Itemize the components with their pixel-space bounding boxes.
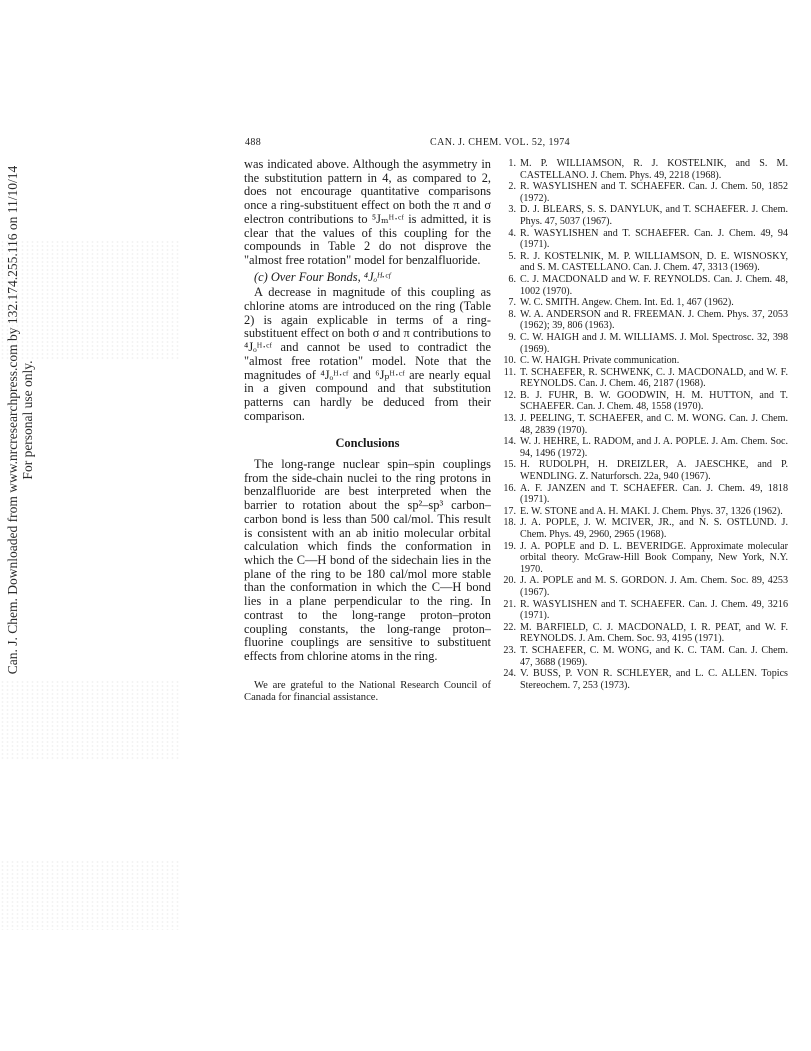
reference-item <box>498 436 788 459</box>
reference-text: D. J. BLEARS, S. S. DANYLUK, and T. SCHAEFER. J. Chem. Phys. 47, 5037 (1967). <box>520 204 788 227</box>
reference-text: B. J. FUHR, B. W. GOODWIN, H. M. HUTTON, and T. SCHAEFER. Can. J. Chem. 48, 1558 (1970). <box>520 389 788 413</box>
reference-text: W. A. ANDERSON and R. FREEMAN. J. Chem. Phys. 37, 2053 (1962); 39, 806 (1963). <box>520 308 788 332</box>
reference-text: A. F. JANZEN and T. SCHAEFER. Can. J. Chem. 49, 1818 (1971). <box>520 482 788 506</box>
reference-number: 10. <box>503 355 516 367</box>
reference-item <box>498 599 788 622</box>
reference-number: 24. <box>503 668 516 680</box>
reference-text: W. J. HEHRE, L. RADOM, and J. A. POPLE. J. Am. Chem. Soc. 94, 1496 (1972). <box>520 436 788 459</box>
reference-item <box>498 517 788 540</box>
reference-number: 12. <box>503 389 516 401</box>
reference-item <box>498 575 788 598</box>
reference-text: R. WASYLISHEN and T. SCHAEFER. Can. J. Chem. 49, 3216 (1971). <box>520 598 788 622</box>
reference-item <box>498 459 788 482</box>
reference-number: 23. <box>503 644 516 656</box>
reference-item <box>498 332 788 355</box>
reference-text: W. C. SMITH. Angew. Chem. Int. Ed. 1, 467 (1962). <box>520 297 734 309</box>
reference-number: 6. <box>508 273 516 285</box>
reference-item <box>498 413 788 436</box>
reference-item <box>498 668 788 691</box>
reference-text: C. J. MACDONALD and W. F. REYNOLDS. Can. J. Chem. 48, 1002 (1970). <box>520 273 788 297</box>
watermark-line-1: Can. J. Chem. Downloaded from www.nrcresearchpress.com by 132.174.255.116 on 11/10/14 <box>5 165 20 675</box>
reference-item <box>498 541 788 576</box>
reference-number: 2. <box>508 181 516 193</box>
reference-item <box>498 251 788 274</box>
acknowledgement <box>244 680 491 704</box>
reference-number: 7. <box>508 297 516 309</box>
section-heading-conclusions: Conclusions <box>335 436 400 451</box>
watermark-line-2: For personal use only. <box>20 360 35 480</box>
reference-item <box>498 367 788 390</box>
reference-text: E. W. STONE and A. H. MAKI. J. Chem. Phys. 37, 1326 (1962). <box>520 505 783 517</box>
reference-number: 16. <box>503 482 516 494</box>
reference-text: T. SCHAEFER, C. M. WONG, and K. C. TAM. Can. J. Chem. 47, 3688 (1969). <box>520 644 788 668</box>
scan-noise <box>0 860 180 930</box>
journal-running-head: CAN. J. CHEM. VOL. 52, 1974 <box>430 137 571 148</box>
reference-text: J. PEELING, T. SCHAEFER, and C. M. WONG. Can. J. Chem. 48, 2839 (1970). <box>520 413 788 436</box>
reference-text: C. W. HAIGH and J. M. WILLIAMS. J. Mol. Spectrosc. 32, 398 (1969). <box>520 331 788 355</box>
reference-item <box>498 506 788 518</box>
reference-item <box>498 645 788 668</box>
reference-number: 22. <box>503 621 516 633</box>
reference-text: J. A. POPLE and M. S. GORDON. J. Am. Chem. Soc. 89, 4253 (1967). <box>520 575 788 598</box>
main-text-column <box>244 158 491 704</box>
paragraph: The long-range nuclear spin–spin couplings from the side-chain nuclei to the ring protons in benzalfluoride are best interpreted when the barrier to rotation about the sp²–sp³ carbon–carbon bond is less than 500 cal/mol. This result is consistent with an ab initio molecular orbital calculation which finds the conformation in which the C—H bond of the sidechain lies in the plane of the ring to be 180 cal/mol more stable than the conformation in which the C—H bond lies in a plane perpendicular to the ring. In contrast to the long-range proton–proton coupling constants, the long-range proton–fluorine couplings are sensitive to substituent effects from chlorine atoms in the ring. <box>244 457 491 663</box>
reference-item <box>498 228 788 251</box>
reference-item <box>498 274 788 297</box>
reference-text: M. P. WILLIAMSON, R. J. KOSTELNIK, and S. M. CASTELLANO. J. Chem. Phys. 49, 2218 (1968). <box>520 158 788 181</box>
reference-number: 17. <box>503 505 516 517</box>
reference-number: 15. <box>503 459 516 471</box>
scan-noise <box>0 680 180 760</box>
reference-item <box>498 483 788 506</box>
reference-item <box>498 204 788 227</box>
reference-number: 13. <box>503 413 516 425</box>
reference-number: 14. <box>503 436 516 448</box>
reference-number: 9. <box>508 331 516 343</box>
reference-text: R. J. KOSTELNIK, M. P. WILLIAMSON, D. E. WISNOSKY, and S. M. CASTELLANO. Can. J. Chem. 47, 3313 (1969). <box>520 250 788 274</box>
running-header <box>245 137 785 151</box>
scan-noise <box>0 240 180 360</box>
reference-number: 1. <box>508 158 516 169</box>
paragraph: was indicated above. Although the asymmetry in the substitution pattern in 4, as compared to 2, does not encourage quantitative comparisons once a ring-substituent effect on both the π and σ electron contributions to ⁵Jₘᴴ·ᶜᶠ is admitted, it is clear that the values of this coupling for the compounds in Table 2 do not disprove the "almost free rotation" model for benzalfluoride. <box>244 157 491 267</box>
page-number: 488 <box>245 137 262 148</box>
reference-text: T. SCHAEFER, R. SCHWENK, C. J. MACDONALD, and W. F. REYNOLDS. Can. J. Chem. 46, 2187 (1968). <box>520 366 788 390</box>
reference-item <box>498 309 788 332</box>
reference-item <box>498 297 788 309</box>
reference-number: 20. <box>503 575 516 587</box>
paragraph: A decrease in magnitude of this coupling as chlorine atoms are introduced on the ring (Table 2) is again explicable in terms of a ring-substituent effect on both σ and π contributions to ⁴Jₒᴴ·ᶜᶠ and cannot be used to contradict the "almost free rotation" model. Note that the magnitudes of ⁴Jₒᴴ·ᶜᶠ and ⁶Jₚᴴ·ᶜᶠ are nearly equal in a given compound and that substitution patterns can hardly be deduced from their comparison. <box>244 285 491 423</box>
reference-text: R. WASYLISHEN and T. SCHAEFER. Can. J. Chem. 49, 94 (1971). <box>520 227 788 251</box>
reference-item <box>498 158 788 181</box>
reference-item <box>498 355 788 367</box>
reference-text: J. A. POPLE and D. L. BEVERIDGE. Approximate molecular orbital theory. McGraw-Hill Book Company, New York, N.Y. 1970. <box>520 540 788 575</box>
reference-number: 5. <box>508 250 516 262</box>
reference-item <box>498 390 788 413</box>
reference-number: 19. <box>503 540 516 552</box>
reference-text: M. BARFIELD, C. J. MACDONALD, I. R. PEAT, and W. F. REYNOLDS. J. Am. Chem. Soc. 93, 4195 (1971). <box>520 621 788 645</box>
reference-item <box>498 622 788 645</box>
download-watermark <box>0 100 41 740</box>
reference-text: C. W. HAIGH. Private communication. <box>520 355 680 367</box>
references-list <box>498 158 788 691</box>
acknowledgement-text: We are grateful to the National Research Council of Canada for financial assistance. <box>244 679 491 703</box>
reference-number: 4. <box>508 227 516 239</box>
reference-item <box>498 181 788 204</box>
reference-number: 18. <box>503 517 516 529</box>
reference-number: 8. <box>508 308 516 320</box>
reference-text: V. BUSS, P. VON R. SCHLEYER, and L. C. ALLEN. Topics Stereochem. 7, 253 (1973). <box>520 668 788 691</box>
reference-number: 11. <box>503 366 516 378</box>
reference-text: H. RUDOLPH, H. DREIZLER, A. JAESCHKE, and P. WENDLING. Z. Naturforsch. 22a, 940 (1967). <box>520 459 788 483</box>
reference-number: 21. <box>503 598 516 610</box>
subsection-heading: (c) Over Four Bonds, ⁴Jₒᴴ·ᶜᶠ <box>254 269 391 284</box>
reference-text: J. A. POPLE, J. W. MCIVER, JR., and N. S. OSTLUND. J. Chem. Phys. 49, 2960, 2965 (1968). <box>520 517 788 540</box>
reference-text: R. WASYLISHEN and T. SCHAEFER. Can. J. Chem. 50, 1852 (1972). <box>520 181 788 204</box>
reference-number: 3. <box>508 204 516 216</box>
